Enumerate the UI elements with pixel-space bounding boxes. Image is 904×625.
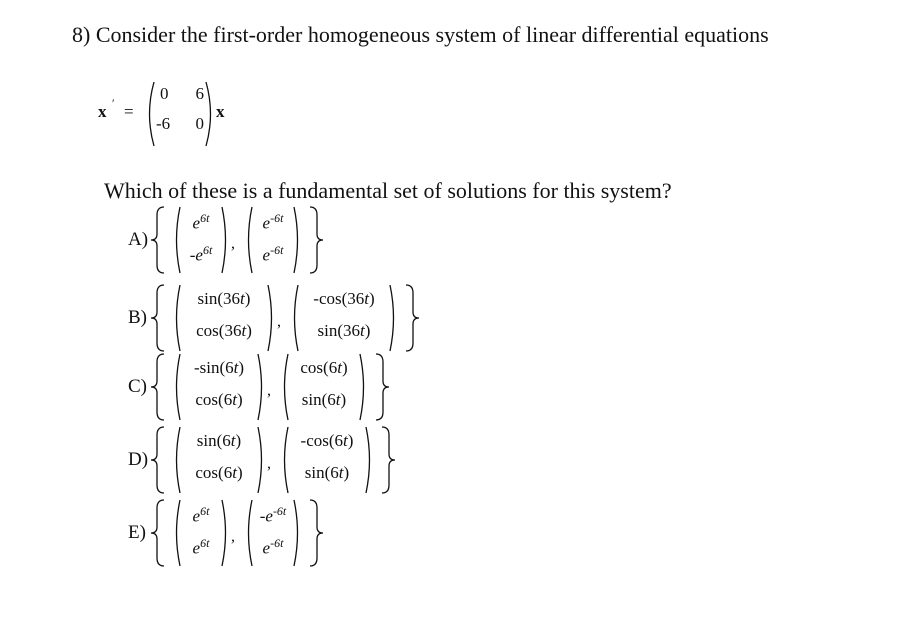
option-label: B) (128, 307, 147, 328)
solution-vector (172, 205, 230, 275)
set-left-brace (150, 352, 166, 422)
vector-left-paren (172, 205, 181, 275)
vector-entry: sin(36t) (317, 321, 371, 340)
vector-left-paren (290, 283, 299, 353)
set-left-brace (150, 425, 166, 495)
vector-entry: $e^{6t}$ (192, 504, 210, 526)
matrix-row (156, 114, 204, 134)
vector-entry: -cos(36t) (313, 289, 375, 308)
vector-entry: $e^{6t}$ (192, 211, 210, 233)
answer-option[interactable] (0, 352, 904, 422)
vector-entry: $e^{6t}$ (192, 536, 210, 558)
set-left-brace (150, 205, 166, 275)
solution-vector (172, 498, 230, 568)
lhs-variable: x (98, 102, 107, 121)
vector-entry: $e^{-6t}$ (262, 243, 284, 265)
vector-entry: cos(6t) (195, 463, 243, 482)
vector-entry: cos(36t) (196, 321, 252, 340)
differential-system (90, 78, 230, 148)
vector-entry: $-e^{6t}$ (189, 243, 213, 265)
prime-mark: ′ (112, 96, 115, 110)
vector-right-paren (221, 498, 230, 568)
comma-separator: , (267, 455, 271, 472)
solution-vector (244, 205, 302, 275)
vector-entry: -cos(6t) (300, 431, 354, 450)
vector-right-paren (257, 425, 266, 495)
vector-right-paren (293, 498, 302, 568)
vector-entry: $e^{-6t}$ (262, 536, 284, 558)
vector-entry: sin(6t) (196, 431, 242, 450)
vector-entry: $e^{-6t}$ (262, 211, 284, 233)
option-label: D) (128, 449, 149, 470)
set-left-brace (150, 498, 166, 568)
question-title: 8) Consider the first-order homogeneous system of linear differential equations (72, 22, 769, 47)
question-prompt: Which of these is a fundamental set of solutions for this system? (104, 178, 672, 203)
set-right-brace (308, 498, 324, 568)
vector-left-paren (244, 205, 253, 275)
solution-vector (172, 283, 276, 353)
vector-left-paren (244, 498, 253, 568)
equals-sign: = (124, 102, 134, 121)
solution-vector (280, 425, 374, 495)
option-label: C) (128, 376, 147, 397)
vector-left-paren (172, 352, 181, 422)
rhs-variable: x (216, 102, 225, 121)
comma-separator: , (277, 313, 281, 330)
set-right-brace (308, 205, 324, 275)
vector-left-paren (280, 425, 289, 495)
vector-entry: cos(6t) (195, 390, 243, 409)
vector-entry: -sin(6t) (193, 358, 245, 377)
set-left-brace (150, 283, 166, 353)
matrix-left-paren (144, 80, 156, 148)
answer-option[interactable] (0, 425, 904, 495)
vector-right-paren (257, 352, 266, 422)
solution-vector (290, 283, 398, 353)
vector-entry: cos(6t) (300, 358, 348, 377)
matrix-cell: 0 (160, 84, 169, 103)
set-right-brace (374, 352, 390, 422)
solution-vector (244, 498, 302, 568)
vector-entry: $-e^{-6t}$ (259, 504, 287, 526)
matrix-right-paren (204, 80, 216, 148)
solution-vector (280, 352, 368, 422)
vector-right-paren (293, 205, 302, 275)
answer-option[interactable] (0, 205, 904, 275)
vector-entry: sin(36t) (197, 289, 251, 308)
comma-separator: , (267, 382, 271, 399)
vector-left-paren (172, 498, 181, 568)
answer-option[interactable] (0, 498, 904, 568)
vector-left-paren (172, 283, 181, 353)
option-label: A) (128, 229, 149, 250)
set-right-brace (404, 283, 420, 353)
vector-right-paren (389, 283, 398, 353)
comma-separator: , (231, 235, 235, 252)
matrix-cell: 6 (195, 84, 204, 103)
vector-left-paren (172, 425, 181, 495)
set-right-brace (380, 425, 396, 495)
coefficient-matrix (156, 84, 204, 134)
vector-left-paren (280, 352, 289, 422)
comma-separator: , (231, 528, 235, 545)
vector-entry: sin(6t) (304, 463, 350, 482)
matrix-row (156, 84, 204, 104)
solution-vector (172, 425, 266, 495)
option-label: E) (128, 522, 146, 543)
vector-right-paren (365, 425, 374, 495)
vector-right-paren (267, 283, 276, 353)
matrix-cell: -6 (156, 114, 171, 133)
answer-option[interactable] (0, 283, 904, 353)
solution-vector (172, 352, 266, 422)
vector-right-paren (359, 352, 368, 422)
matrix-cell: 0 (195, 114, 204, 133)
vector-right-paren (221, 205, 230, 275)
vector-entry: sin(6t) (301, 390, 347, 409)
